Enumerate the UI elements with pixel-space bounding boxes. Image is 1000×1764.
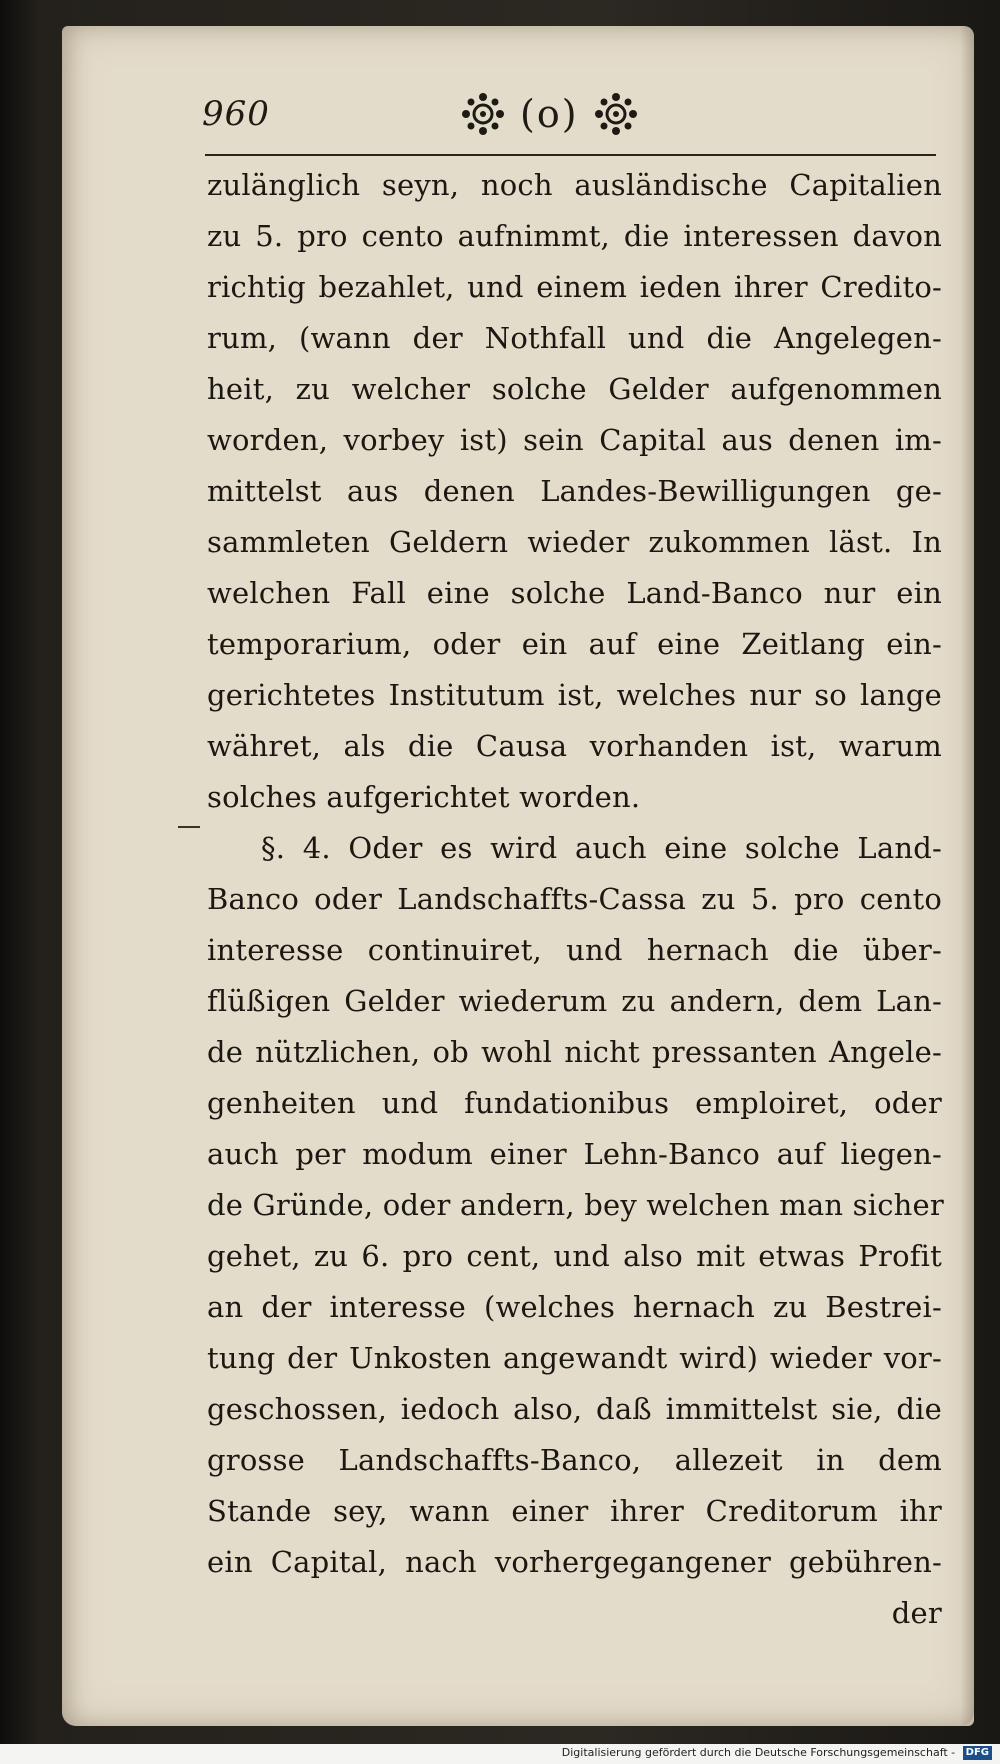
header-rule xyxy=(205,154,936,156)
dfg-logo: DFG xyxy=(963,1746,992,1760)
running-header xyxy=(138,86,938,146)
text-line: zu 5. pro cento aufnimmt, die interessen davon xyxy=(207,219,942,253)
digitization-credit xyxy=(562,1746,992,1760)
page-number: 960 xyxy=(202,94,270,134)
floral-ornament-icon xyxy=(593,91,639,137)
text-line: richtig bezahlet, und einem ieden ihrer Credito- xyxy=(207,270,942,304)
text-line: währet, als die Causa vorhanden ist, warum xyxy=(207,729,942,763)
catchword: der xyxy=(891,1596,942,1630)
body-text xyxy=(207,160,942,1639)
text-line: temporarium, oder ein auf eine Zeitlang ein- xyxy=(207,627,942,661)
text-line: interesse continuiret, und hernach die über- xyxy=(207,933,942,967)
text-line: genheiten und fundationibus emploiret, oder xyxy=(207,1086,942,1120)
text-line: gehet, zu 6. pro cent, und also mit etwas Profit xyxy=(207,1239,942,1273)
text-line: gerichtetes Institutum ist, welches nur so lange xyxy=(207,678,942,712)
text-line: de nützlichen, ob wohl nicht pressanten Angele- xyxy=(207,1035,942,1069)
text-line: ein Capital, nach vorhergegangener gebühren- xyxy=(207,1545,942,1579)
text-line: an der interesse (welches hernach zu Bestrei- xyxy=(207,1290,942,1324)
text-line: sammleten Geldern wieder zukommen läst. In xyxy=(207,525,942,559)
text-line: tung der Unkosten angewandt wird) wieder vor- xyxy=(207,1341,942,1375)
text-line: heit, zu welcher solche Gelder aufgenommen xyxy=(207,372,942,406)
header-ornaments xyxy=(460,86,639,142)
text-line: mittelst aus denen Landes-Bewilligungen ge- xyxy=(207,474,942,508)
text-line: Stande sey, wann einer ihrer Creditorum ihr xyxy=(207,1494,942,1528)
floral-ornament-icon xyxy=(460,91,506,137)
text-line: worden, vorbey ist) sein Capital aus denen im- xyxy=(207,423,942,457)
text-line: rum, (wann der Nothfall und die Angelegen- xyxy=(207,321,942,355)
paragraph-start-line: §. 4. Oder es wird auch eine solche Land- xyxy=(261,831,942,865)
signature-mark: (o) xyxy=(520,92,579,136)
text-line: de Gründe, oder andern, bey welchen man sicher xyxy=(207,1188,944,1222)
text-line: Banco oder Landschaffts-Cassa zu 5. pro cento xyxy=(207,882,942,916)
text-line: grosse Landschaffts-Banco, allezeit in dem xyxy=(207,1443,942,1477)
page-edge-shadow xyxy=(960,26,974,1726)
text-line: auch per modum einer Lehn-Banco auf liegen- xyxy=(207,1137,942,1171)
text-line: welchen Fall eine solche Land-Banco nur ein xyxy=(207,576,942,610)
margin-mark xyxy=(178,826,200,828)
text-line: solches aufgerichtet worden. xyxy=(207,780,641,814)
credit-text: Digitalisierung gefördert durch die Deutsche Forschungsgemeinschaft - xyxy=(561,1746,956,1759)
text-line: zulänglich seyn, noch ausländische Capitalien xyxy=(207,168,942,202)
text-line: flüßigen Gelder wiederum zu andern, dem Lan- xyxy=(207,984,942,1018)
text-line: geschossen, iedoch also, daß immittelst sie, die xyxy=(207,1392,942,1426)
